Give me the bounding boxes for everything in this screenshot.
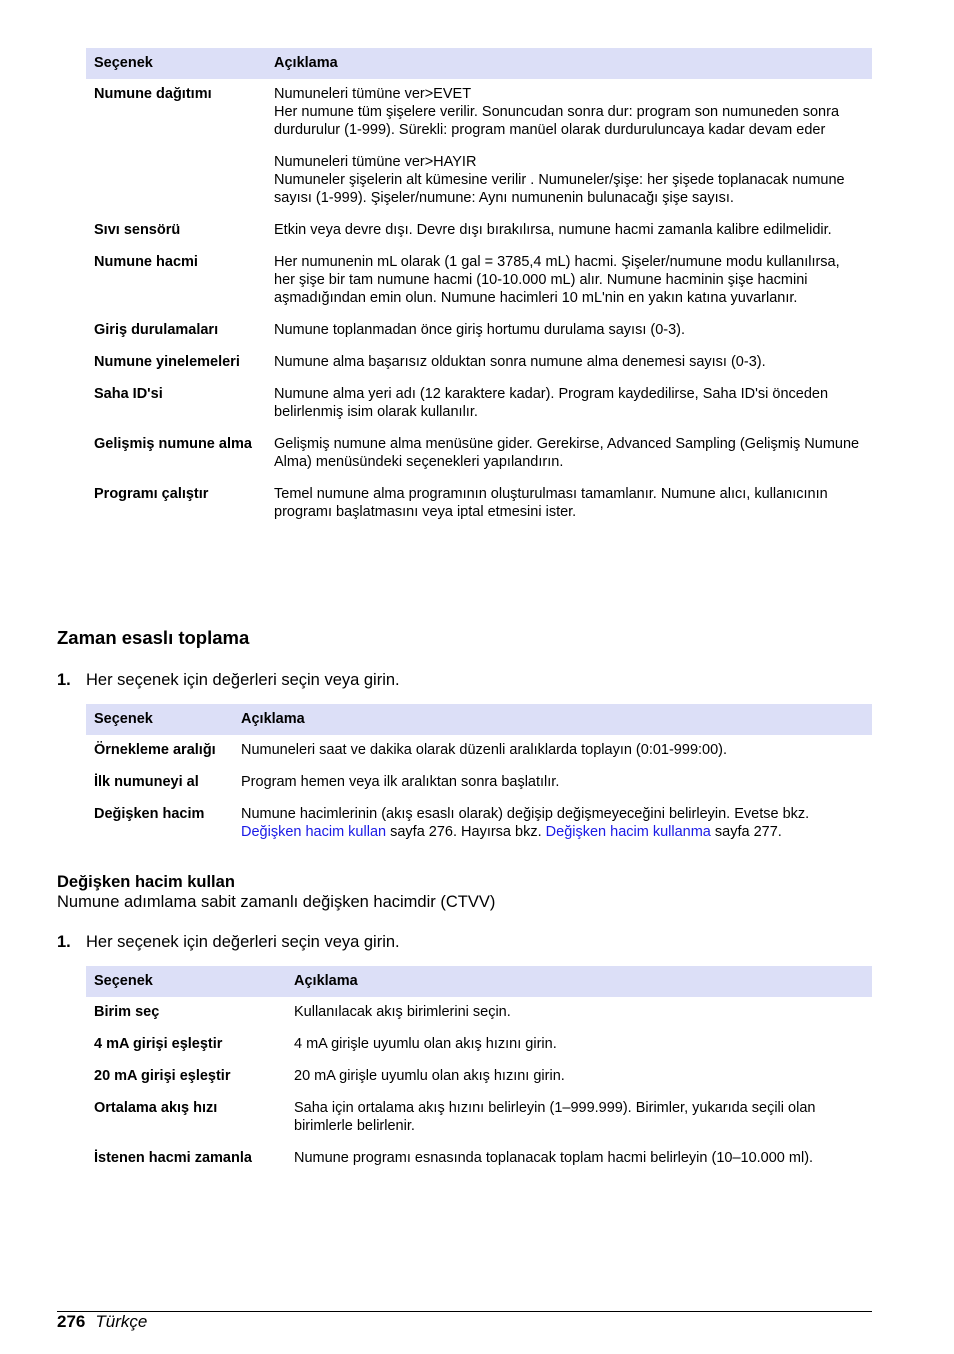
footer-language: Türkçe (95, 1312, 148, 1331)
description-cell (266, 79, 872, 215)
page-number: 276 (57, 1312, 86, 1331)
description-cell: Gelişmiş numune alma menüsüne gider. Gerekirse, Advanced Sampling (Gelişmiş Numune Alma) menüsündeki seçenekleri yapılandırın. (274, 436, 860, 470)
section-heading-time-based: Zaman esaslı toplama (57, 627, 250, 648)
step-item (57, 933, 400, 952)
step-number: 1. (57, 933, 71, 951)
option-cell: Numune yinelemeleri (94, 354, 240, 370)
column-header-description: Açıklama (286, 966, 872, 997)
options-table-1 (86, 48, 872, 529)
step-item (57, 671, 400, 690)
description-cell: Etkin veya devre dışı. Devre dışı bırakılırsa, numune hacmi zamanla kalibre edilmelidir. (274, 222, 832, 238)
table-row (86, 1093, 872, 1143)
option-cell: Birim seç (94, 1004, 160, 1020)
description-text: sayfa 277. (710, 824, 782, 840)
link-do-not-use-variable-volume[interactable]: Değişken hacim kullanma (545, 824, 711, 840)
description-cell: 20 mA girişle uyumlu olan akış hızını girin. (294, 1068, 565, 1084)
table-row (86, 429, 872, 479)
section-heading-variable-volume: Değişken hacim kullan (57, 873, 235, 891)
description-cell: Numuneleri saat ve dakika olarak düzenli aralıklarda toplayın (0:01-999:00). (241, 742, 728, 758)
link-use-variable-volume[interactable]: Değişken hacim kullan (241, 824, 387, 840)
section-intro: Numune adımlama sabit zamanlı değişken hacimdir (CTVV) (57, 893, 496, 911)
options-table-3 (86, 966, 872, 1175)
table-row (86, 479, 872, 529)
description-cell: Her numunenin mL olarak (1 gal = 3785,4 mL) hacmi. Şişeler/numune modu kullanılırsa, her şişe bir tam numune hacmi (10-10.000 mL) alır. Numune hacminin şişe hacmini aşmadığından emin olun. Numune hacimleri 10 mL'nin en yakın katına yuvarlanır. (274, 254, 840, 306)
description-cell: Temel numune alma programının oluşturulması tamamlanır. Numune alıcı, kullanıcının programı başlatmasını veya iptal etmesini ister. (274, 486, 828, 520)
page-footer (57, 1312, 147, 1332)
option-cell: Sıvı sensörü (94, 222, 181, 238)
option-cell: Numune hacmi (94, 254, 198, 270)
step-text: Her seçenek için değerleri seçin veya girin. (86, 671, 400, 689)
description-paragraph: Numuneleri tümüne ver>EVET Her numune tüm şişelere verilir. Sonuncudan sonra dur: program son numuneden sonra durdurulur (1-999). Sürekli: program manüel olarak durduruluncaya kadar devam eder (274, 86, 840, 138)
table-row (86, 767, 872, 799)
description-text: Numune hacimlerinin (akış esaslı olarak) değişip değişmeyeceğini belirleyin. Evetse bkz. (241, 806, 810, 822)
table-row (86, 315, 872, 347)
option-cell: İlk numuneyi al (94, 774, 199, 790)
column-header-description: Açıklama (233, 704, 872, 735)
option-cell: Numune dağıtımı (94, 86, 212, 102)
description-cell: 4 mA girişle uyumlu olan akış hızını girin. (294, 1036, 557, 1052)
table-row (86, 379, 872, 429)
column-header-option: Seçenek (86, 704, 233, 735)
table-header-row (86, 704, 872, 735)
table-row (86, 997, 872, 1029)
description-paragraph: Numuneleri tümüne ver>HAYIR Numuneler şişelerin alt kümesine verilir . Numuneler/şişe: her şişede toplanacak numune sayısı (1-999). Şişeler/numune: Aynı numunenin bulunacağı şişe sayısı. (274, 154, 845, 206)
description-cell: Kullanılacak akış birimlerini seçin. (294, 1004, 511, 1020)
table-row (86, 79, 872, 215)
description-cell: Saha için ortalama akış hızını belirleyin (1–999.999). Birimler, yukarıda seçili olan birimlerle belirlenir. (294, 1100, 816, 1134)
option-cell: Ortalama akış hızı (94, 1100, 218, 1116)
table-row (86, 347, 872, 379)
footer-divider (57, 1311, 872, 1312)
column-header-option: Seçenek (86, 48, 266, 79)
description-cell: Numune toplanmadan önce giriş hortumu durulama sayısı (0-3). (274, 322, 686, 338)
table-row (86, 735, 872, 767)
option-cell: 20 mA girişi eşleştir (94, 1068, 231, 1084)
description-cell: Numune alma yeri adı (12 karaktere kadar). Program kaydedilirse, Saha ID'si önceden belirlenmiş isim olarak kullanılır. (274, 386, 829, 420)
table-row (86, 215, 872, 247)
table-header-row (86, 966, 872, 997)
column-header-description: Açıklama (266, 48, 872, 79)
option-cell: Saha ID'si (94, 386, 163, 402)
description-cell (233, 799, 872, 849)
options-table-2 (86, 704, 872, 849)
table-row (86, 799, 872, 849)
description-cell: Numune alma başarısız olduktan sonra numune alma denemesi sayısı (0-3). (274, 354, 766, 370)
option-cell: Programı çalıştır (94, 486, 209, 502)
option-cell: İstenen hacmi zamanla (94, 1150, 252, 1166)
option-cell: Gelişmiş numune alma (94, 436, 252, 452)
option-cell: Değişken hacim (94, 806, 205, 822)
option-cell: Örnekleme aralığı (94, 742, 216, 758)
step-number: 1. (57, 671, 71, 689)
table-row (86, 247, 872, 315)
description-cell: Program hemen veya ilk aralıktan sonra başlatılır. (241, 774, 560, 790)
table-header-row (86, 48, 872, 79)
table-row (86, 1061, 872, 1093)
table-row (86, 1029, 872, 1061)
description-text: sayfa 276. Hayırsa bkz. (386, 824, 546, 840)
step-text: Her seçenek için değerleri seçin veya girin. (86, 933, 400, 951)
table-row (86, 1143, 872, 1175)
option-cell: 4 mA girişi eşleştir (94, 1036, 223, 1052)
column-header-option: Seçenek (86, 966, 286, 997)
description-cell: Numune programı esnasında toplanacak toplam hacmi belirleyin (10–10.000 ml). (294, 1150, 814, 1166)
option-cell: Giriş durulamaları (94, 322, 219, 338)
